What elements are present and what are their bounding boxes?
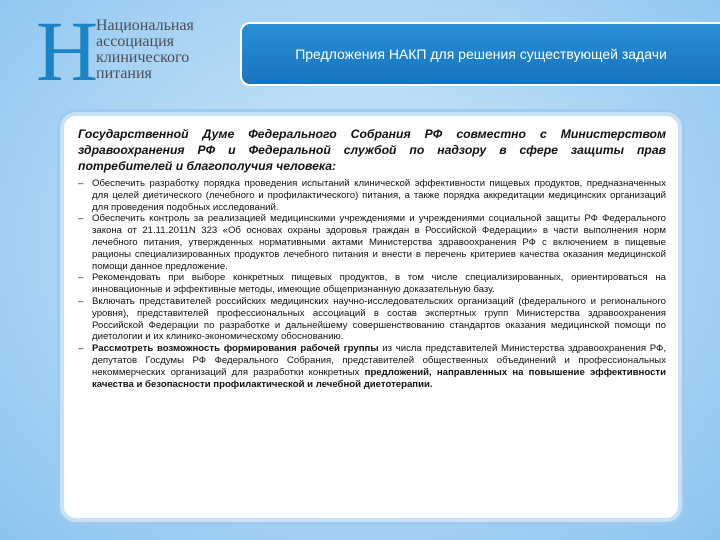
logo-letter: Н <box>36 3 99 99</box>
list-item-last <box>78 343 666 390</box>
page-title: Предложения НАКП для решения существующей задачи <box>295 46 667 62</box>
logo-text <box>96 18 194 82</box>
association-logo <box>30 3 240 99</box>
last-item-bold-end: предложений, направленных на повышение эффективности качества и безопасности профилактической и лечебной диетотерапии. <box>92 366 667 390</box>
list-item: – Рекомендовать при выборе конкретных пищевых продуктов, в том числе специализированных, ориентироваться на инновационные и эффективные методы, имеющие общепризнанную доказательную базу. <box>78 272 666 296</box>
logo-line: Национальная <box>96 17 194 34</box>
last-item-middle: из числа представителей Министерства здравоохранения РФ, депутатов Госдумы РФ Федерального Собрания, представителей общественных объединений и профессиональных некоммерческих организаций для разработки конкретных <box>92 343 667 378</box>
content-card <box>60 112 682 522</box>
list-item: – Включать представителей российских медицинских научно-исследовательских организаций (федерального и регионального уровня), представителей профессиональных ассоциаций в состав экспертных групп Министерства здравоохранения Российской Федерации по разработке и дальнейшему совершенствованию стандартов оказания медицинской помощи по диетологии и их клинико-экономическому обоснованию. <box>78 296 666 343</box>
header-bar <box>240 22 720 86</box>
logo-line: клинического <box>96 49 190 66</box>
list-item: – Обеспечить контроль за реализацией медицинскими учреждениями и учреждениями социальной защиты РФ Федерального закона от 21.11.2011N 323 «Об основах охраны здоровья граждан в Российской Федерации» в части выполнения норм лечебного питания, утвержденных нормативными актами Министерства здравоохранения РФ с включением в пищевые рационы специализированных продуктов лечебного питания и внести в перечень критериев качества оказания медицинской помощи данное предложение. <box>78 213 666 272</box>
logo-line: питания <box>96 65 152 82</box>
logo-line: ассоциация <box>96 33 175 50</box>
proposal-list <box>78 178 666 390</box>
intro-paragraph: Государственной Думе Федерального Собрания РФ совместно с Министерством здравоохранения РФ и Федеральной службой по надзору в сфере защиты прав потребителей и благополучия человека: <box>78 127 666 173</box>
last-item-bold-start: Рассмотреть возможность формирования рабочей группы <box>92 343 379 355</box>
list-item: – Обеспечить разработку порядка проведения испытаний клинической эффективности пищевых продуктов, предназначенных для целей диетического (лечебного и профилактического) питания, а также порядка аккредитации медицинских организаций для проведения подобных исследований. <box>78 178 666 213</box>
